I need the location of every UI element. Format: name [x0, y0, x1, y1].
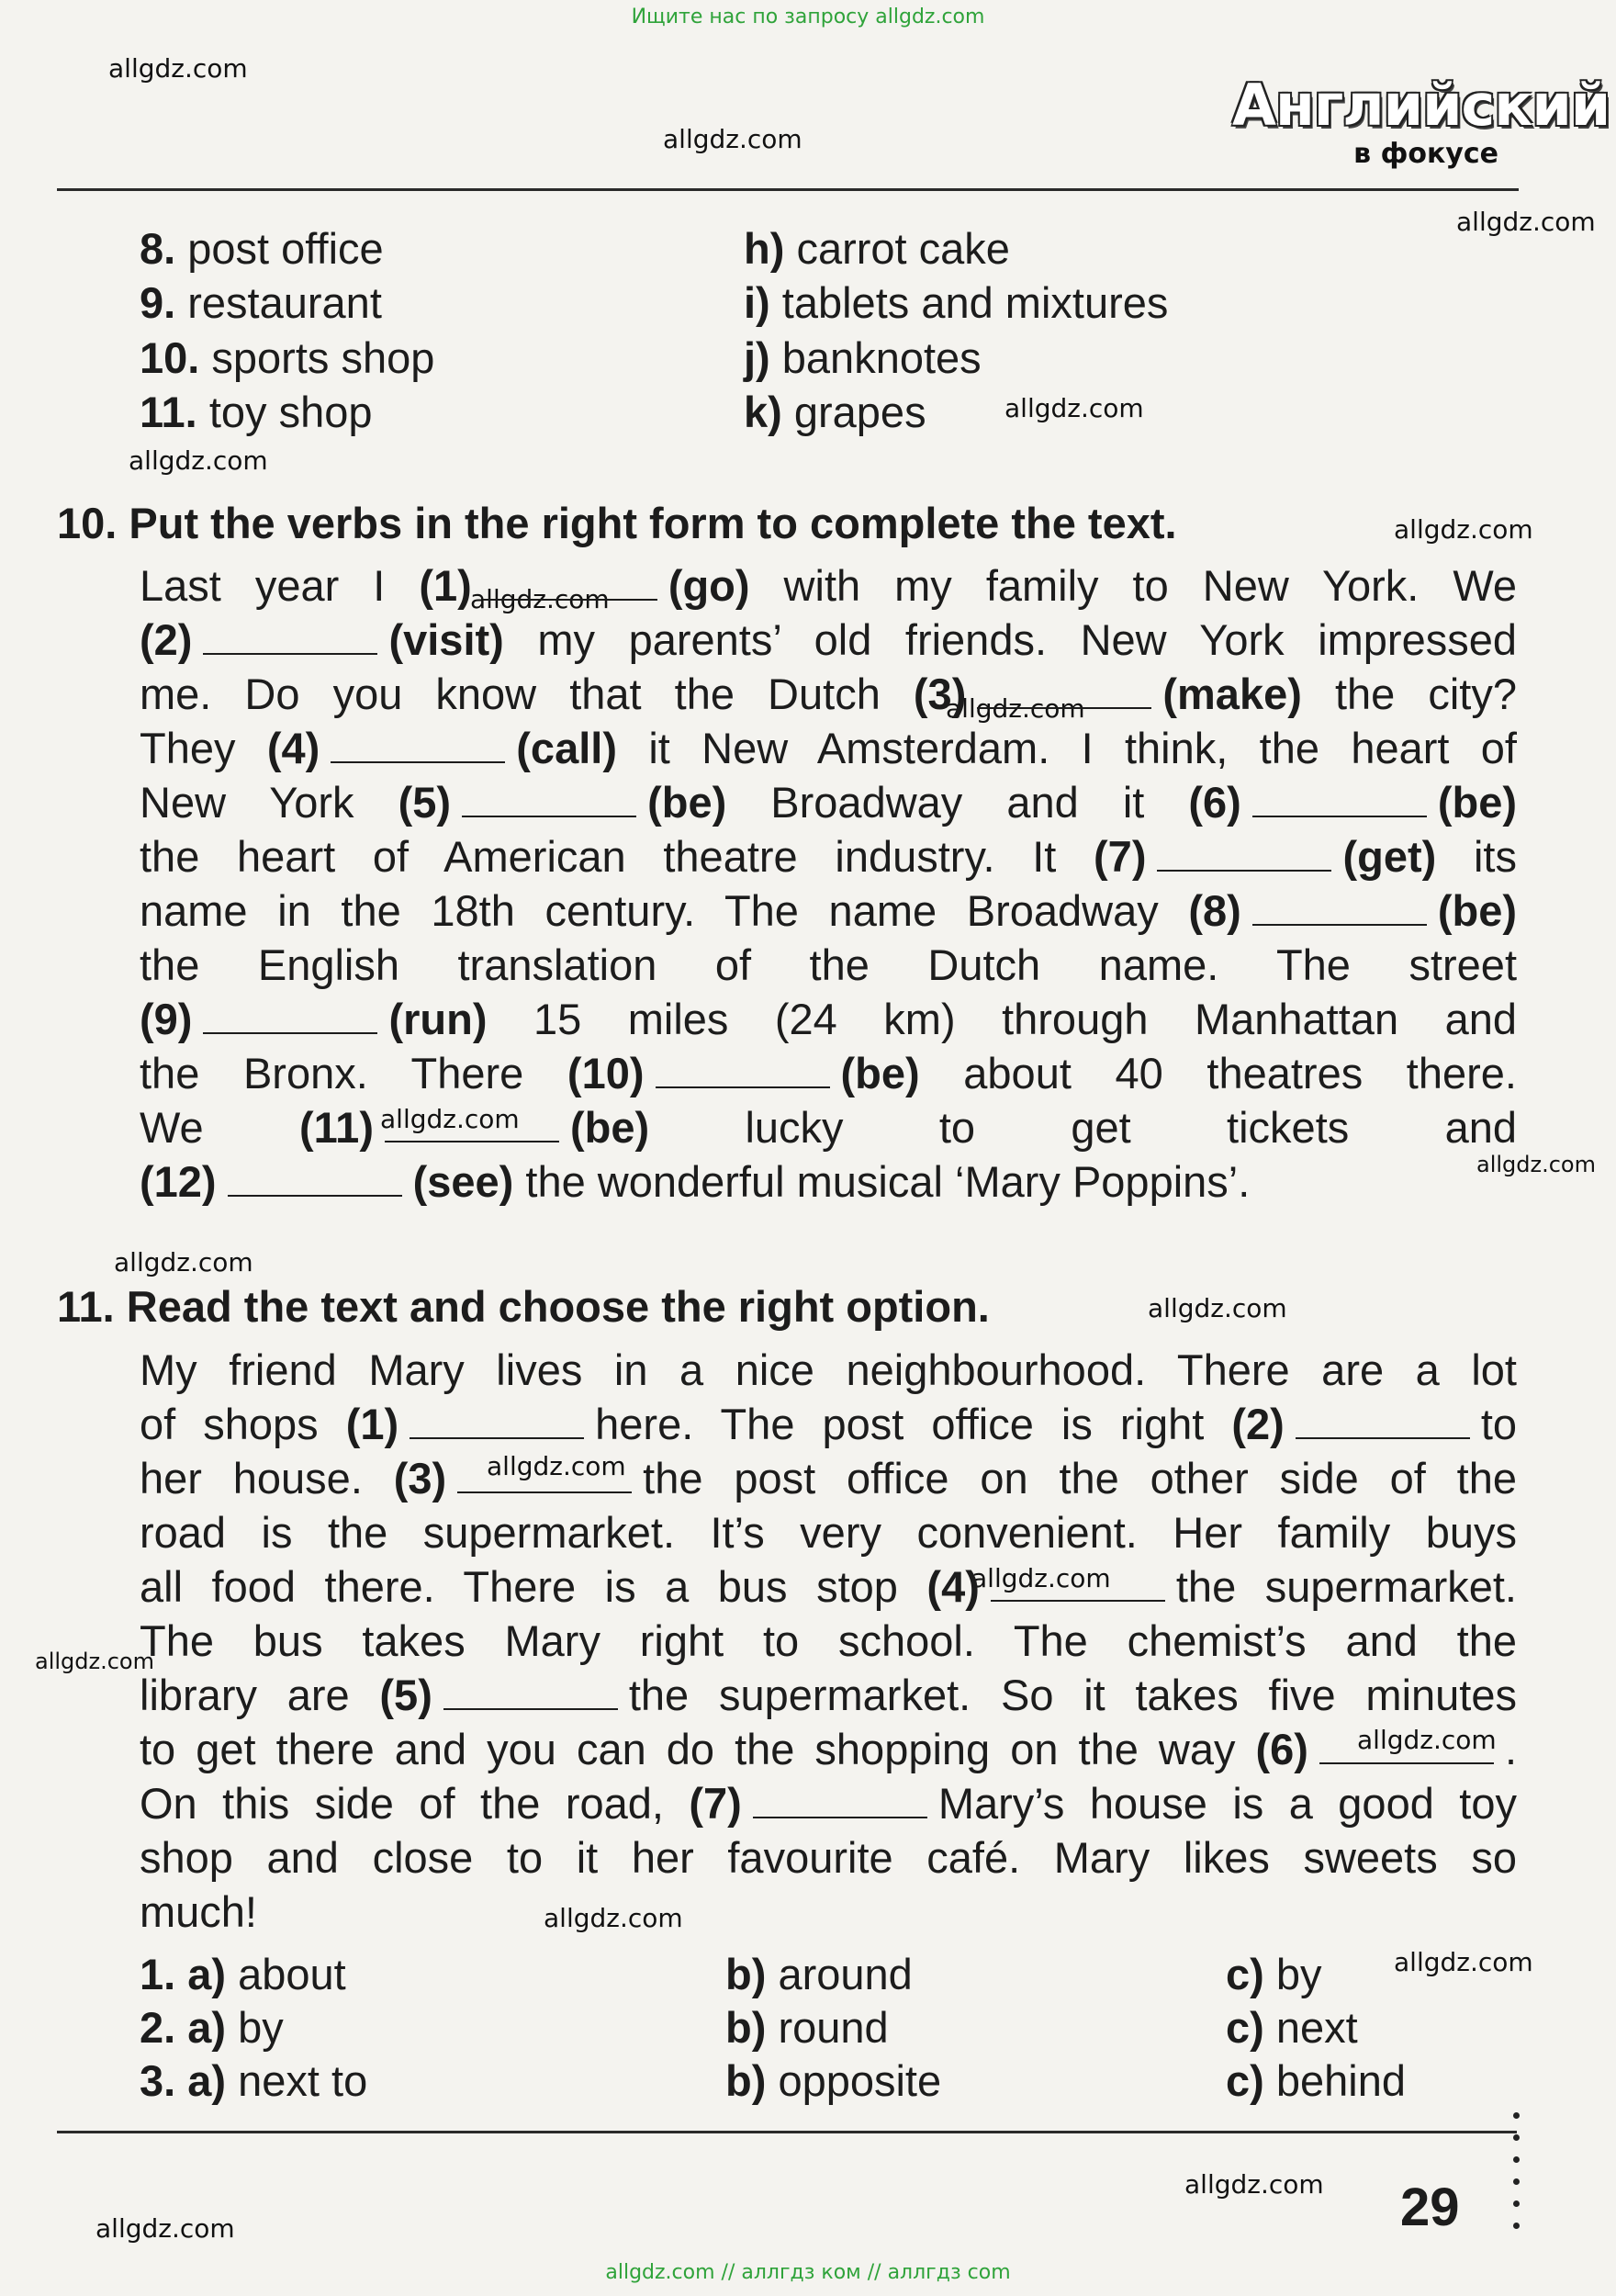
watermark: allgdz.com	[1456, 207, 1596, 237]
watermark: allgdz.com	[1148, 1293, 1287, 1323]
watermark: allgdz.com	[129, 445, 268, 476]
watermark: allgdz.com	[95, 2213, 235, 2244]
watermark: allgdz.com	[946, 693, 1085, 724]
answer-blank[interactable]	[1252, 779, 1427, 817]
answer-blank[interactable]	[203, 996, 377, 1034]
gap-marker: (be)	[1437, 886, 1517, 935]
watermark: allgdz.com	[35, 1649, 154, 1674]
answer-blank[interactable]	[410, 1401, 584, 1439]
exercise-10-line: We (11) (be) lucky to get tickets and	[140, 1103, 1517, 1152]
gap-marker: (be)	[647, 778, 727, 827]
gap-marker: (3)	[393, 1454, 447, 1503]
gap-marker: (11)	[298, 1103, 374, 1152]
watermark: allgdz.com	[1357, 1725, 1497, 1755]
exercise-10-line: (9) (run) 15 miles (24 km) through Manhattan and	[140, 995, 1517, 1043]
option-row-3: 3. a) next to	[140, 2056, 368, 2105]
gap-marker: (make)	[1162, 670, 1302, 718]
watermark: allgdz.com	[1004, 393, 1144, 423]
answer-blank[interactable]	[462, 779, 636, 817]
match-option-h: h) carrot cake	[744, 224, 1010, 273]
exercise-10-line: They (4) (call) it New Amsterdam. I think, the heart of	[140, 724, 1517, 772]
exercise-10-line: the heart of American theatre industry. It (7) (get) its	[140, 832, 1517, 881]
exercise-11-line: all food there. There is a bus stop (4) the supermarket.	[140, 1562, 1517, 1611]
option-3c: c) behind	[1226, 2056, 1406, 2105]
gap-marker: (call)	[516, 724, 617, 772]
header-rule	[57, 188, 1519, 191]
exercise-10-line: the English translation of the Dutch name. The street	[140, 940, 1517, 989]
match-item-11: 11. toy shop	[140, 388, 373, 436]
watermark: allgdz.com	[380, 1104, 520, 1134]
exercise-11-line: On this side of the road, (7) Mary’s house is a good toy	[140, 1779, 1517, 1828]
exercise-11-line: road is the supermarket. It’s very convenient. Her family buys	[140, 1508, 1517, 1557]
gap-marker: (go)	[668, 561, 750, 610]
answer-blank[interactable]	[1252, 887, 1427, 926]
gap-marker: (4)	[266, 724, 320, 772]
exercise-10-text	[140, 558, 1517, 1209]
watermark: allgdz.com	[108, 53, 248, 84]
answer-blank[interactable]	[991, 1563, 1165, 1602]
option-row-2: 2. a) by	[140, 2003, 284, 2052]
answer-blank[interactable]	[1319, 1726, 1494, 1764]
answer-blank[interactable]	[457, 1455, 632, 1493]
watermark: allgdz.com	[1394, 1947, 1533, 1977]
gap-marker: (run)	[388, 995, 488, 1043]
exercise-11-line: shop and close to it her favourite café. Mary likes sweets so	[140, 1833, 1517, 1882]
bottom-banner[interactable]: allgdz.com // аллгдз ком // аллгдз com	[605, 2261, 1011, 2284]
gap-marker: (get)	[1342, 832, 1437, 881]
exercise-10-line: name in the 18th century. The name Broadway (8) (be)	[140, 886, 1517, 935]
gap-marker: (6)	[1188, 778, 1241, 827]
answer-blank[interactable]	[331, 725, 505, 763]
option-2c: c) next	[1226, 2003, 1358, 2052]
gap-marker: (10)	[567, 1049, 645, 1097]
watermark: allgdz.com	[1476, 1152, 1596, 1177]
watermark: allgdz.com	[663, 124, 802, 154]
gap-marker: (1)	[419, 561, 472, 610]
series-logo	[1232, 72, 1610, 173]
gap-marker: (be)	[1437, 778, 1517, 827]
gap-marker: (be)	[840, 1049, 920, 1097]
exercise-11-line: much!	[140, 1887, 257, 1936]
exercise-10-line: Last year I (1) (go) with my family to New York. We	[140, 561, 1517, 610]
top-banner[interactable]: Ищите нас по запросу allgdz.com	[631, 6, 985, 28]
gap-marker: (5)	[379, 1671, 432, 1719]
answer-blank[interactable]	[1296, 1401, 1470, 1439]
gap-marker: (8)	[1188, 886, 1241, 935]
watermark: allgdz.com	[544, 1903, 683, 1933]
answer-blank[interactable]	[385, 1104, 559, 1142]
exercise-11-line: library are (5) the supermarket. So it takes five minutes	[140, 1671, 1517, 1719]
option-1c: c) by	[1226, 1950, 1322, 1998]
logo-subtitle: в фокусе	[1353, 138, 1498, 170]
gap-marker: (be)	[569, 1103, 650, 1152]
gap-marker: (see)	[412, 1157, 514, 1206]
match-option-i: i) tablets and mixtures	[744, 278, 1169, 327]
match-option-j: j) banknotes	[744, 333, 982, 382]
exercise-11-line: of shops (1) here. The post office is right (2) to	[140, 1400, 1517, 1448]
gap-marker: (9)	[140, 995, 193, 1043]
page-edge-dots	[1513, 2112, 1522, 2268]
option-1b: b) around	[725, 1950, 913, 1998]
match-item-10: 10. sports shop	[140, 333, 435, 382]
exercise-10-heading: 10. Put the verbs in the right form to complete the text.	[57, 499, 1177, 547]
gap-marker: (2)	[1231, 1400, 1285, 1448]
gap-marker: (7)	[689, 1779, 742, 1828]
answer-blank[interactable]	[483, 562, 657, 601]
exercise-11-line: to get there and you can do the shopping on the way (6) .	[140, 1725, 1517, 1773]
option-2b: b) round	[725, 2003, 889, 2052]
match-item-8: 8. post office	[140, 224, 384, 273]
gap-marker: (12)	[140, 1157, 217, 1206]
exercise-11-text	[140, 1343, 1517, 1939]
gap-marker: (5)	[398, 778, 452, 827]
footer-rule	[57, 2131, 1517, 2133]
answer-blank[interactable]	[443, 1671, 618, 1710]
watermark: allgdz.com	[1394, 514, 1533, 545]
watermark: allgdz.com	[1184, 2169, 1324, 2200]
answer-blank[interactable]	[656, 1050, 830, 1088]
watermark: allgdz.com	[487, 1451, 626, 1481]
exercise-10-line: (2) (visit) my parents’ old friends. New York impressed	[140, 615, 1517, 664]
gap-marker: (6)	[1255, 1725, 1308, 1773]
match-option-k: k) grapes	[744, 388, 926, 436]
gap-marker: (7)	[1094, 832, 1147, 881]
match-item-9: 9. restaurant	[140, 278, 382, 327]
gap-marker: (3)	[913, 670, 967, 718]
answer-blank[interactable]	[1157, 833, 1331, 872]
gap-marker: (visit)	[388, 615, 504, 664]
exercise-11-heading: 11. Read the text and choose the right option.	[57, 1282, 990, 1331]
gap-marker: (1)	[345, 1400, 399, 1448]
exercise-10-line: (12) (see) the wonderful musical ‘Mary Poppins’.	[140, 1157, 1251, 1206]
logo-title: Английский	[1232, 72, 1610, 139]
exercise-10-line: New York (5) (be) Broadway and it (6) (be)	[140, 778, 1517, 827]
option-row-1: 1. a) about	[140, 1950, 346, 1998]
answer-blank[interactable]	[203, 616, 377, 655]
answer-blank[interactable]	[977, 670, 1151, 709]
answer-blank[interactable]	[753, 1780, 927, 1818]
watermark: allgdz.com	[971, 1563, 1111, 1593]
gap-marker: (4)	[926, 1562, 980, 1611]
answer-blank[interactable]	[228, 1158, 402, 1197]
page-number: 29	[1400, 2178, 1460, 2237]
gap-marker: (2)	[140, 615, 193, 664]
exercise-10-line: the Bronx. There (10) (be) about 40 theatres there.	[140, 1049, 1517, 1097]
option-3b: b) opposite	[725, 2056, 942, 2105]
exercise-11-line: My friend Mary lives in a nice neighbourhood. There are a lot	[140, 1345, 1517, 1394]
exercise-11-line: her house. (3) the post office on the other side of the	[140, 1454, 1517, 1503]
exercise-11-line: The bus takes Mary right to school. The chemist’s and the	[140, 1616, 1517, 1665]
watermark: allgdz.com	[114, 1247, 253, 1277]
exercise-10-line: me. Do you know that the Dutch (3) (make) the city?	[140, 670, 1517, 718]
watermark: allgdz.com	[470, 584, 610, 614]
